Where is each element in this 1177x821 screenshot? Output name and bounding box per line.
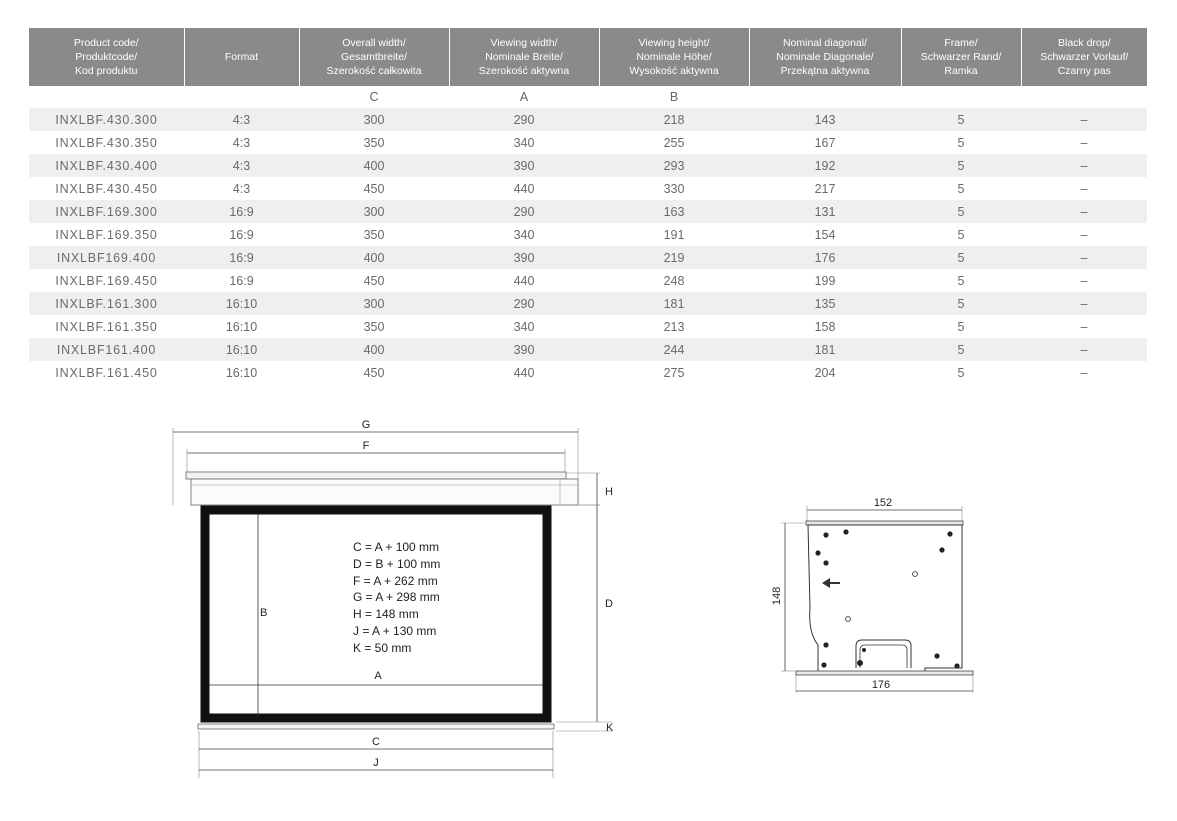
table-cell: – — [1021, 108, 1147, 131]
table-cell: – — [1080, 227, 1088, 242]
product-code-cell: INXLBF169.400 — [29, 246, 184, 269]
formula-k: K = 50 mm — [353, 641, 412, 655]
dim-d-label: D — [605, 598, 613, 610]
table-cell: 450 — [363, 365, 385, 380]
table-cell: 390 — [449, 154, 599, 177]
formula-g: G = A + 298 mm — [353, 590, 440, 604]
formula-list — [353, 540, 440, 655]
dim-bottom-width-label: 176 — [871, 679, 891, 691]
table-cell: 300 — [299, 292, 449, 315]
table-cell: 217 — [814, 181, 836, 196]
column-header-line: Przekątna aktywna — [780, 65, 870, 77]
product-code-cell: INXLBF.161.350 — [55, 319, 158, 334]
table-cell: 400 — [299, 154, 449, 177]
table-cell: 131 — [749, 200, 901, 223]
table-cell: 350 — [363, 319, 385, 334]
column-header-line: Black drop/ — [1057, 37, 1111, 49]
dim-c-label: C — [372, 736, 380, 748]
table-cell: 290 — [449, 200, 599, 223]
column-header-line: Nominale Höhe/ — [636, 51, 712, 63]
table-cell: 300 — [299, 108, 449, 131]
product-code-cell: INXLBF.161.450 — [55, 365, 158, 380]
column-header-line: Product code/ — [73, 37, 139, 49]
dim-h-label: H — [605, 486, 613, 498]
column-header-line: Frame/ — [944, 37, 978, 49]
table-cell: 5 — [901, 338, 1021, 361]
column-header-line: Format — [224, 51, 259, 63]
bracket-base-plate — [796, 671, 973, 675]
table-cell: 158 — [814, 319, 836, 334]
table-cell: 400 — [299, 246, 449, 269]
column-header-line: Nominal diagonal/ — [782, 37, 868, 49]
table-cell: 16:10 — [184, 338, 299, 361]
product-code-cell: INXLBF.430.450 — [55, 181, 158, 196]
formula-h: H = 148 mm — [353, 607, 419, 621]
dim-j-label: J — [373, 757, 379, 769]
dim-height-label: 148 — [771, 586, 783, 606]
table-cell: 440 — [513, 365, 535, 380]
cassette-housing — [191, 479, 578, 505]
table-cell: – — [1080, 319, 1088, 334]
column-header-line: Viewing width/ — [490, 37, 558, 49]
column-header-line: Gesamtbreite/ — [341, 51, 407, 63]
dim-f-label: F — [362, 440, 370, 452]
table-cell: 181 — [749, 338, 901, 361]
dim-a-label: A — [374, 670, 382, 682]
table-cell: 4:3 — [232, 135, 251, 150]
dimension-letter-cell: C — [369, 90, 379, 104]
table-cell: 181 — [599, 292, 749, 315]
column-header-line: Overall width/ — [342, 37, 406, 49]
screen-drawing — [173, 419, 614, 778]
table-cell: 400 — [299, 338, 449, 361]
product-code-cell: INXLBF161.400 — [29, 338, 184, 361]
table-cell: 350 — [363, 227, 385, 242]
product-code-cell: INXLBF.161.300 — [29, 292, 184, 315]
table-cell: 4:3 — [184, 108, 299, 131]
table-cell: 340 — [513, 135, 535, 150]
table-cell: – — [1021, 292, 1147, 315]
table-cell: – — [1021, 246, 1147, 269]
table-cell: 191 — [663, 227, 685, 242]
table-cell: 16:9 — [229, 227, 254, 242]
table-cell: 330 — [663, 181, 685, 196]
product-code-cell: INXLBF.169.300 — [29, 200, 184, 223]
table-cell: 5 — [901, 292, 1021, 315]
table-cell: 390 — [449, 246, 599, 269]
cassette-top — [186, 472, 566, 479]
table-cell: 293 — [599, 154, 749, 177]
table-cell: 5 — [957, 135, 965, 150]
table-cell: 350 — [363, 135, 385, 150]
dim-k-label: K — [606, 722, 614, 734]
table-cell: – — [1080, 273, 1088, 288]
table-cell: 4:3 — [184, 154, 299, 177]
table-cell: 450 — [363, 273, 385, 288]
column-header-line: Kod produktu — [75, 65, 138, 77]
product-code-cell: INXLBF.430.400 — [29, 154, 184, 177]
table-cell: – — [1080, 365, 1088, 380]
table-cell: – — [1021, 154, 1147, 177]
column-header-line: Produktcode/ — [75, 51, 138, 63]
column-header-line: Szerokość aktywna — [478, 65, 570, 77]
dimension-letter-cell: A — [519, 90, 529, 104]
table-cell: 154 — [814, 227, 836, 242]
product-code-cell: INXLBF.169.450 — [55, 273, 158, 288]
dim-top-width-label: 152 — [873, 497, 893, 509]
table-cell: – — [1021, 200, 1147, 223]
table-cell: 143 — [749, 108, 901, 131]
table-cell: 340 — [513, 227, 535, 242]
table-cell: 219 — [599, 246, 749, 269]
table-cell: 290 — [449, 108, 599, 131]
bracket-drawing — [771, 497, 973, 693]
table-cell: 4:3 — [232, 181, 251, 196]
product-code-cell: INXLBF.169.350 — [55, 227, 158, 242]
table-cell: – — [1080, 135, 1088, 150]
formula-f: F = A + 262 mm — [353, 574, 438, 588]
table-cell: 244 — [599, 338, 749, 361]
table-cell: 167 — [814, 135, 836, 150]
bracket-top-plate — [806, 521, 963, 525]
table-cell: 450 — [363, 181, 385, 196]
dim-g-label: G — [361, 419, 371, 431]
table-cell: 300 — [299, 200, 449, 223]
table-cell: 340 — [513, 319, 535, 334]
table-cell: 5 — [957, 273, 965, 288]
table-cell: 275 — [663, 365, 685, 380]
table-cell: 163 — [599, 200, 749, 223]
table-cell: 5 — [901, 246, 1021, 269]
column-header-line: Nominale Breite/ — [485, 51, 563, 63]
table-cell: 213 — [663, 319, 685, 334]
dimension-letter-cell: B — [669, 90, 679, 104]
table-cell: 290 — [449, 292, 599, 315]
column-header-line: Schwarzer Rand/ — [920, 51, 1002, 63]
table-cell: 16:10 — [184, 292, 299, 315]
table-cell: 16:9 — [184, 200, 299, 223]
formula-d: D = B + 100 mm — [353, 557, 441, 571]
table-cell: 218 — [599, 108, 749, 131]
bottom-bar — [198, 724, 554, 729]
table-cell: 192 — [749, 154, 901, 177]
table-cell: 440 — [513, 273, 535, 288]
column-header-line: Viewing height/ — [638, 37, 710, 49]
table-cell: – — [1021, 338, 1147, 361]
table-cell: 5 — [957, 365, 965, 380]
table-cell: 176 — [749, 246, 901, 269]
table-cell: 5 — [901, 200, 1021, 223]
column-header-line: Wysokość aktywna — [629, 65, 719, 77]
column-header-line: Ramka — [944, 65, 978, 77]
dim-b-label: B — [260, 607, 268, 619]
bracket-body — [808, 525, 962, 674]
formula-j: J = A + 130 mm — [353, 624, 437, 638]
table-cell: 16:9 — [229, 273, 254, 288]
table-cell: 255 — [663, 135, 685, 150]
product-code-cell: INXLBF.430.300 — [29, 108, 184, 131]
table-cell: 5 — [957, 319, 965, 334]
column-header-line: Szerokość całkowita — [326, 65, 422, 77]
formula-c: C = A + 100 mm — [353, 540, 440, 554]
table-cell: 5 — [957, 181, 965, 196]
table-cell: 204 — [814, 365, 836, 380]
table-cell: 5 — [901, 154, 1021, 177]
table-cell: 440 — [513, 181, 535, 196]
table-cell: 199 — [814, 273, 836, 288]
table-cell: 16:10 — [225, 319, 258, 334]
table-cell: 5 — [901, 108, 1021, 131]
table-cell: 390 — [449, 338, 599, 361]
table-cell: – — [1080, 181, 1088, 196]
table-cell: 5 — [957, 227, 965, 242]
column-header-line: Czarny pas — [1057, 65, 1111, 77]
column-header-line: Schwarzer Vorlauf/ — [1040, 51, 1129, 63]
product-code-cell: INXLBF.430.350 — [55, 135, 158, 150]
column-header-line: Nominale Diagonale/ — [776, 51, 874, 63]
table-cell: 135 — [749, 292, 901, 315]
table-cell: 16:9 — [184, 246, 299, 269]
table-cell: 248 — [663, 273, 685, 288]
table-cell: 16:10 — [225, 365, 258, 380]
